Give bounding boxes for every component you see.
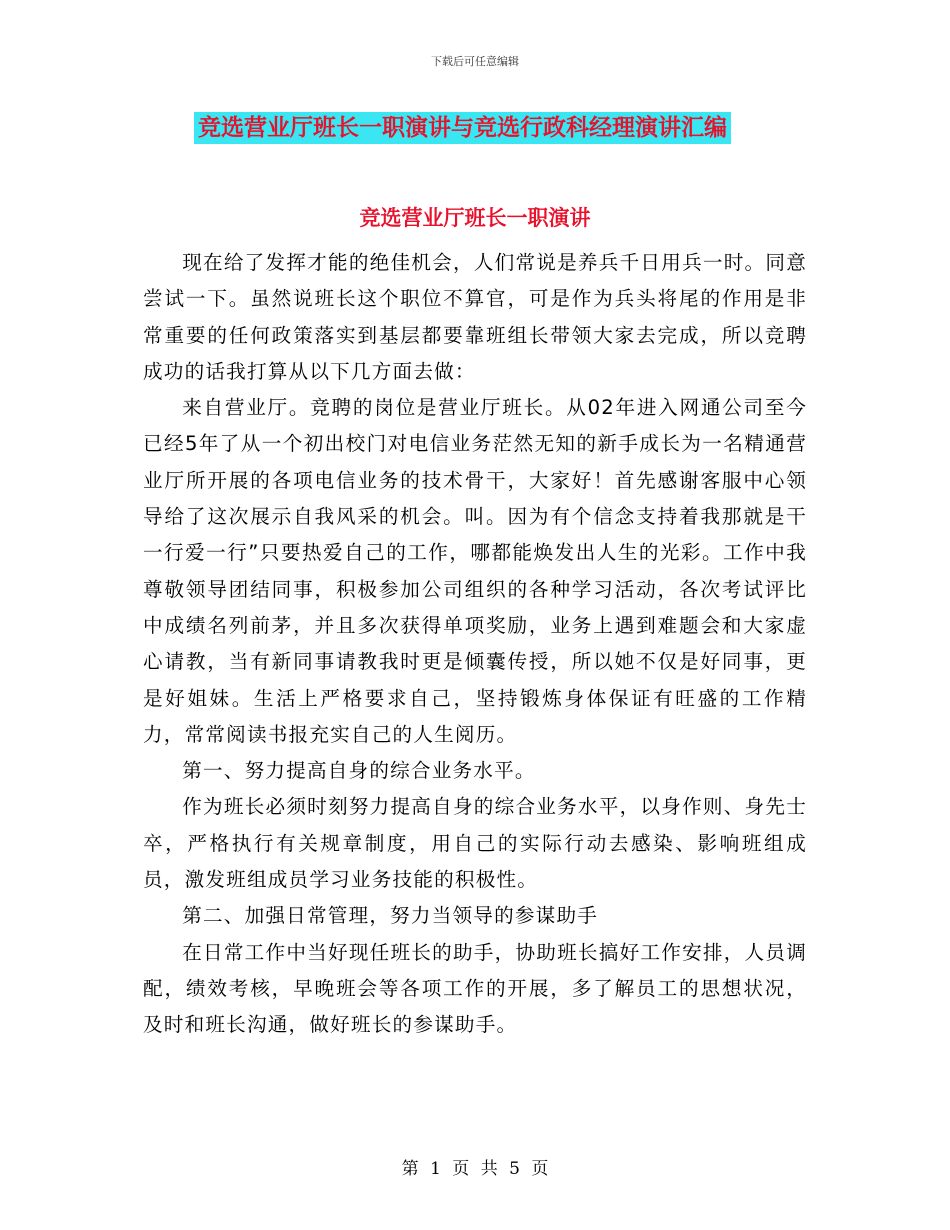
paragraph: 第二、加强日常管理，努力当领导的参谋助手 <box>182 904 599 928</box>
page-number-footer: 第 1 页 共 5 页 <box>401 1159 549 1179</box>
paragraph: 在日常工作中当好现任班长的助手，协助班长搞好工作安排，人员调配，绩效考核，早晚班会等各项工作的开展，多了解员工的思想状况，及时和班长沟通，做好班长的参谋助手。 <box>143 940 807 1037</box>
paragraph: 现在给了发挥才能的绝佳机会，人们常说是养兵千日用兵一时。同意尝试一下。虽然说班长这个职位不算官，可是作为兵头将尾的作用是非常重要的任何政策落实到基层都要靠班组长带领大家去完成，所以竞聘成功的话我打算从以下几方面去做： <box>143 251 807 383</box>
paragraph: 第一、努力提高自身的综合业务水平。 <box>182 759 536 783</box>
paragraph: 来自营业厅。竞聘的岗位是营业厅班长。从02年进入网通公司至今已经5年了从一个初出校门对电信业务茫然无知的新手成长为一名精通营业厅所开展的各项电信业务的技术骨干，大家好！首先感谢客服中心领导给了这次展示自我风采的机会。叫。因为有个信念支持着我那就是干一行爱一行”只要热爱自己的工作，哪都能焕发出人生的光彩。工作中我尊敬领导团结同事，积极参加公司组织的各种学习活动，各次考试评比中成绩名列前茅，并且多次获得单项奖励，业务上遇到难题会和大家虚心请教，当有新同事请教我时更是倾囊传授，所以她不仅是好同事，更是好姐妹。生活上严格要求自己，坚持锻炼身体保证有旺盛的工作精力，常常阅读书报充实自己的人生阅历。 <box>143 396 807 746</box>
page-header-note: 下载后可任意编辑 <box>431 55 519 68</box>
document-title: 竞选营业厅班长一职演讲与竞选行政科经理演讲汇编 <box>194 112 731 144</box>
document-body <box>143 245 807 1044</box>
section-title: 竞选营业厅班长一职演讲 <box>359 205 591 230</box>
paragraph: 作为班长必须时刻努力提高自身的综合业务水平，以身作则、身先士卒，严格执行有关规章制度，用自己的实际行动去感染、影响班组成员，激发班组成员学习业务技能的积极性。 <box>143 795 807 892</box>
